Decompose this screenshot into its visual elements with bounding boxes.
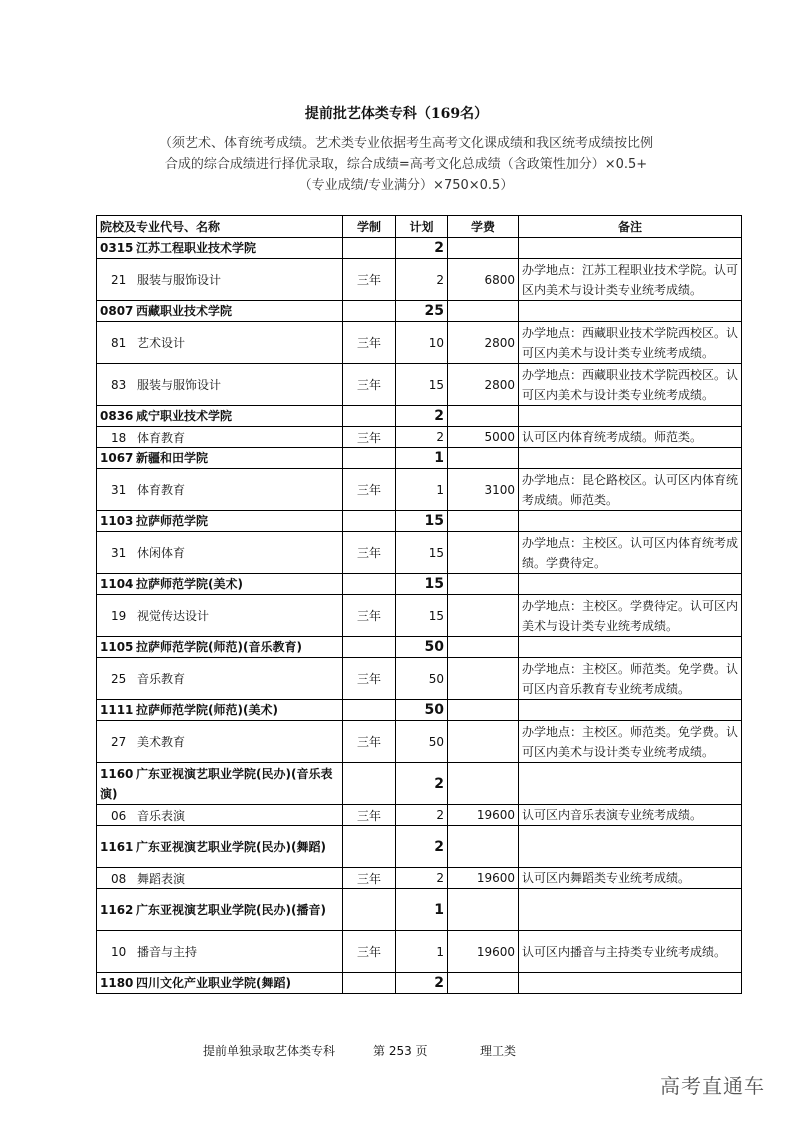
major-plan: 2 — [396, 868, 448, 889]
school-name: 咸宁职业技术学院 — [136, 409, 233, 423]
footer-section: 提前单独录取艺体类专科 — [203, 1044, 336, 1058]
major-note: 办学地点：主校区。学费待定。认可区内美术与设计类专业统考成绩。 — [519, 595, 742, 637]
school-name-cell — [97, 406, 343, 427]
major-row — [97, 721, 742, 763]
school-plan: 1 — [396, 448, 448, 469]
school-note — [519, 826, 742, 868]
major-row — [97, 469, 742, 511]
school-note — [519, 238, 742, 259]
school-system — [343, 763, 396, 805]
school-code: 0807 — [100, 304, 134, 318]
school-plan: 15 — [396, 511, 448, 532]
major-name-cell — [97, 931, 343, 973]
major-code: 10 — [111, 945, 127, 959]
school-row — [97, 406, 742, 427]
admission-note — [108, 133, 704, 196]
major-code: 06 — [111, 808, 127, 823]
major-name-cell — [97, 868, 343, 889]
school-code: 1103 — [100, 514, 134, 528]
major-note: 认可区内播音与主持类专业统考成绩。 — [519, 931, 742, 973]
major-row — [97, 364, 742, 406]
major-plan: 2 — [396, 805, 448, 826]
school-fee — [448, 574, 519, 595]
school-code: 1105 — [100, 640, 134, 654]
footer-page-number: 第 253 页 — [373, 1044, 428, 1058]
school-row — [97, 763, 742, 805]
school-name-cell — [97, 973, 343, 994]
major-name: 艺术设计 — [137, 336, 186, 350]
school-note — [519, 763, 742, 805]
school-note — [519, 448, 742, 469]
major-system: 三年 — [343, 259, 396, 301]
school-fee — [448, 406, 519, 427]
major-name: 音乐教育 — [137, 672, 186, 686]
school-row — [97, 889, 742, 931]
school-system — [343, 826, 396, 868]
school-name: 新疆和田学院 — [136, 451, 209, 465]
major-system: 三年 — [343, 721, 396, 763]
school-row — [97, 973, 742, 994]
school-name-cell — [97, 238, 343, 259]
major-name-cell — [97, 469, 343, 511]
school-system — [343, 301, 396, 322]
header-note: 备注 — [519, 216, 742, 238]
major-row — [97, 532, 742, 574]
major-fee — [448, 595, 519, 637]
school-plan: 2 — [396, 973, 448, 994]
school-fee — [448, 301, 519, 322]
school-system — [343, 406, 396, 427]
school-name: 拉萨师范学院(师范)(音乐教育) — [136, 640, 302, 654]
school-name-cell — [97, 448, 343, 469]
school-name-cell — [97, 763, 343, 805]
major-fee — [448, 658, 519, 700]
header-name: 院校及专业代号、名称 — [97, 216, 343, 238]
major-note: 办学地点：昆仑路校区。认可区内体育统考成绩。师范类。 — [519, 469, 742, 511]
major-plan: 15 — [396, 595, 448, 637]
major-code: 31 — [111, 483, 127, 497]
major-system: 三年 — [343, 364, 396, 406]
school-name-cell — [97, 511, 343, 532]
major-system: 三年 — [343, 931, 396, 973]
school-code: 0315 — [100, 241, 134, 255]
admission-note-line-3: （专业成绩/专业满分）×750×0.5） — [298, 178, 514, 193]
school-fee — [448, 763, 519, 805]
major-code: 81 — [111, 336, 127, 350]
major-fee: 19600 — [448, 868, 519, 889]
school-system — [343, 238, 396, 259]
major-note: 办学地点：主校区。师范类。免学费。认可区内音乐教育专业统考成绩。 — [519, 658, 742, 700]
enrollment-table — [96, 215, 742, 994]
major-plan: 2 — [396, 427, 448, 448]
major-name: 休闲体育 — [137, 546, 186, 560]
school-note — [519, 511, 742, 532]
school-fee — [448, 700, 519, 721]
major-name-cell — [97, 259, 343, 301]
major-fee: 5000 — [448, 427, 519, 448]
major-code: 21 — [111, 273, 127, 287]
school-fee — [448, 238, 519, 259]
school-fee — [448, 826, 519, 868]
major-fee: 2800 — [448, 364, 519, 406]
school-plan: 15 — [396, 574, 448, 595]
major-fee: 2800 — [448, 322, 519, 364]
major-name-cell — [97, 322, 343, 364]
major-code: 31 — [111, 546, 127, 560]
school-system — [343, 973, 396, 994]
school-system — [343, 700, 396, 721]
major-plan: 1 — [396, 469, 448, 511]
major-plan: 15 — [396, 364, 448, 406]
school-name: 广东亚视演艺职业学院(民办)(播音) — [136, 902, 326, 917]
school-name: 四川文化产业职业学院(舞蹈) — [136, 976, 291, 990]
page-title: 提前批艺体类专科（169名） — [304, 106, 489, 122]
school-note — [519, 406, 742, 427]
major-name: 服装与服饰设计 — [137, 378, 222, 392]
major-system: 三年 — [343, 805, 396, 826]
major-name: 播音与主持 — [137, 945, 198, 959]
school-code: 0836 — [100, 409, 134, 423]
major-note: 办学地点：主校区。师范类。免学费。认可区内美术与设计类专业统考成绩。 — [519, 721, 742, 763]
major-name-cell — [97, 364, 343, 406]
major-row — [97, 931, 742, 973]
major-system: 三年 — [343, 469, 396, 511]
school-name: 拉萨师范学院 — [136, 514, 209, 528]
major-row — [97, 805, 742, 826]
major-name-cell — [97, 658, 343, 700]
school-plan: 2 — [396, 826, 448, 868]
header-system: 学制 — [343, 216, 396, 238]
major-note: 认可区内音乐表演专业统考成绩。 — [519, 805, 742, 826]
watermark: 高考直通车 — [660, 1074, 765, 1098]
table-header-row — [97, 216, 742, 238]
major-system: 三年 — [343, 322, 396, 364]
major-name-cell — [97, 427, 343, 448]
major-system: 三年 — [343, 868, 396, 889]
major-code: 08 — [111, 871, 127, 886]
school-note — [519, 889, 742, 931]
major-note: 认可区内体育统考成绩。师范类。 — [519, 427, 742, 448]
school-name-cell — [97, 637, 343, 658]
major-note: 认可区内舞蹈类专业统考成绩。 — [519, 868, 742, 889]
school-row — [97, 637, 742, 658]
school-plan: 2 — [396, 763, 448, 805]
major-name-cell — [97, 595, 343, 637]
major-code: 18 — [111, 430, 127, 445]
major-note: 办学地点：江苏工程职业技术学院。认可区内美术与设计类专业统考成绩。 — [519, 259, 742, 301]
school-row — [97, 301, 742, 322]
school-note — [519, 973, 742, 994]
school-name-cell — [97, 301, 343, 322]
major-row — [97, 259, 742, 301]
school-system — [343, 511, 396, 532]
school-plan: 1 — [396, 889, 448, 931]
major-name: 舞蹈表演 — [137, 871, 186, 886]
header-plan: 计划 — [396, 216, 448, 238]
major-name: 体育教育 — [137, 430, 186, 445]
school-fee — [448, 511, 519, 532]
major-fee: 19600 — [448, 931, 519, 973]
school-fee — [448, 448, 519, 469]
school-plan: 2 — [396, 238, 448, 259]
school-row — [97, 448, 742, 469]
school-fee — [448, 973, 519, 994]
school-row — [97, 238, 742, 259]
major-system: 三年 — [343, 595, 396, 637]
major-name: 服装与服饰设计 — [137, 273, 222, 287]
school-plan: 2 — [396, 406, 448, 427]
major-plan: 50 — [396, 721, 448, 763]
major-row — [97, 427, 742, 448]
school-code: 1104 — [100, 577, 134, 591]
major-name: 体育教育 — [137, 483, 186, 497]
school-name-cell — [97, 574, 343, 595]
table-body — [97, 238, 742, 994]
major-plan: 2 — [396, 259, 448, 301]
major-row — [97, 322, 742, 364]
major-note: 办学地点：西藏职业技术学院西校区。认可区内美术与设计类专业统考成绩。 — [519, 364, 742, 406]
school-plan: 50 — [396, 637, 448, 658]
major-fee: 6800 — [448, 259, 519, 301]
major-row — [97, 658, 742, 700]
school-name: 西藏职业技术学院 — [136, 304, 233, 318]
school-row — [97, 574, 742, 595]
major-name-cell — [97, 532, 343, 574]
school-name: 广东亚视演艺职业学院(民办)(音乐表演) — [100, 766, 333, 801]
header-fee: 学费 — [448, 216, 519, 238]
school-name-cell — [97, 826, 343, 868]
school-note — [519, 700, 742, 721]
major-fee: 3100 — [448, 469, 519, 511]
school-plan: 50 — [396, 700, 448, 721]
school-name: 江苏工程职业技术学院 — [136, 241, 257, 255]
major-plan: 10 — [396, 322, 448, 364]
admission-note-line-2: 合成的综合成绩进行择优录取，综合成绩=高考文化总成绩（含政策性加分）×0.5+ — [164, 157, 648, 172]
major-code: 25 — [111, 672, 127, 686]
major-name: 美术教育 — [137, 735, 186, 749]
school-note — [519, 574, 742, 595]
major-note: 办学地点：主校区。认可区内体育统考成绩。学费待定。 — [519, 532, 742, 574]
major-name-cell — [97, 805, 343, 826]
school-code: 1160 — [100, 766, 134, 781]
major-fee — [448, 532, 519, 574]
school-system — [343, 574, 396, 595]
major-fee: 19600 — [448, 805, 519, 826]
major-fee — [448, 721, 519, 763]
major-name: 视觉传达设计 — [137, 609, 210, 623]
school-name: 拉萨师范学院(师范)(美术) — [136, 703, 278, 717]
school-code: 1161 — [100, 839, 134, 854]
school-plan: 25 — [396, 301, 448, 322]
school-name: 广东亚视演艺职业学院(民办)(舞蹈) — [136, 839, 326, 854]
major-plan: 50 — [396, 658, 448, 700]
school-code: 1111 — [100, 703, 134, 717]
major-row — [97, 868, 742, 889]
major-system: 三年 — [343, 427, 396, 448]
school-name: 拉萨师范学院(美术) — [136, 577, 243, 591]
major-name: 音乐表演 — [137, 808, 186, 823]
major-plan: 1 — [396, 931, 448, 973]
school-row — [97, 511, 742, 532]
major-name-cell — [97, 721, 343, 763]
admission-note-line-1: （须艺术、体育统考成绩。艺术类专业依据考生高考文化课成绩和我区统考成绩按比例 — [158, 136, 653, 151]
school-system — [343, 889, 396, 931]
school-name-cell — [97, 889, 343, 931]
school-row — [97, 700, 742, 721]
school-fee — [448, 637, 519, 658]
school-code: 1180 — [100, 976, 134, 990]
school-system — [343, 448, 396, 469]
major-system: 三年 — [343, 532, 396, 574]
school-name-cell — [97, 700, 343, 721]
major-plan: 15 — [396, 532, 448, 574]
school-note — [519, 637, 742, 658]
major-system: 三年 — [343, 658, 396, 700]
footer-category: 理工类 — [480, 1044, 517, 1058]
major-note: 办学地点：西藏职业技术学院西校区。认可区内美术与设计类专业统考成绩。 — [519, 322, 742, 364]
school-fee — [448, 889, 519, 931]
school-system — [343, 637, 396, 658]
school-code: 1067 — [100, 451, 134, 465]
school-row — [97, 826, 742, 868]
school-code: 1162 — [100, 902, 134, 917]
major-code: 27 — [111, 735, 127, 749]
major-row — [97, 595, 742, 637]
major-code: 19 — [111, 609, 127, 623]
school-note — [519, 301, 742, 322]
major-code: 83 — [111, 378, 127, 392]
